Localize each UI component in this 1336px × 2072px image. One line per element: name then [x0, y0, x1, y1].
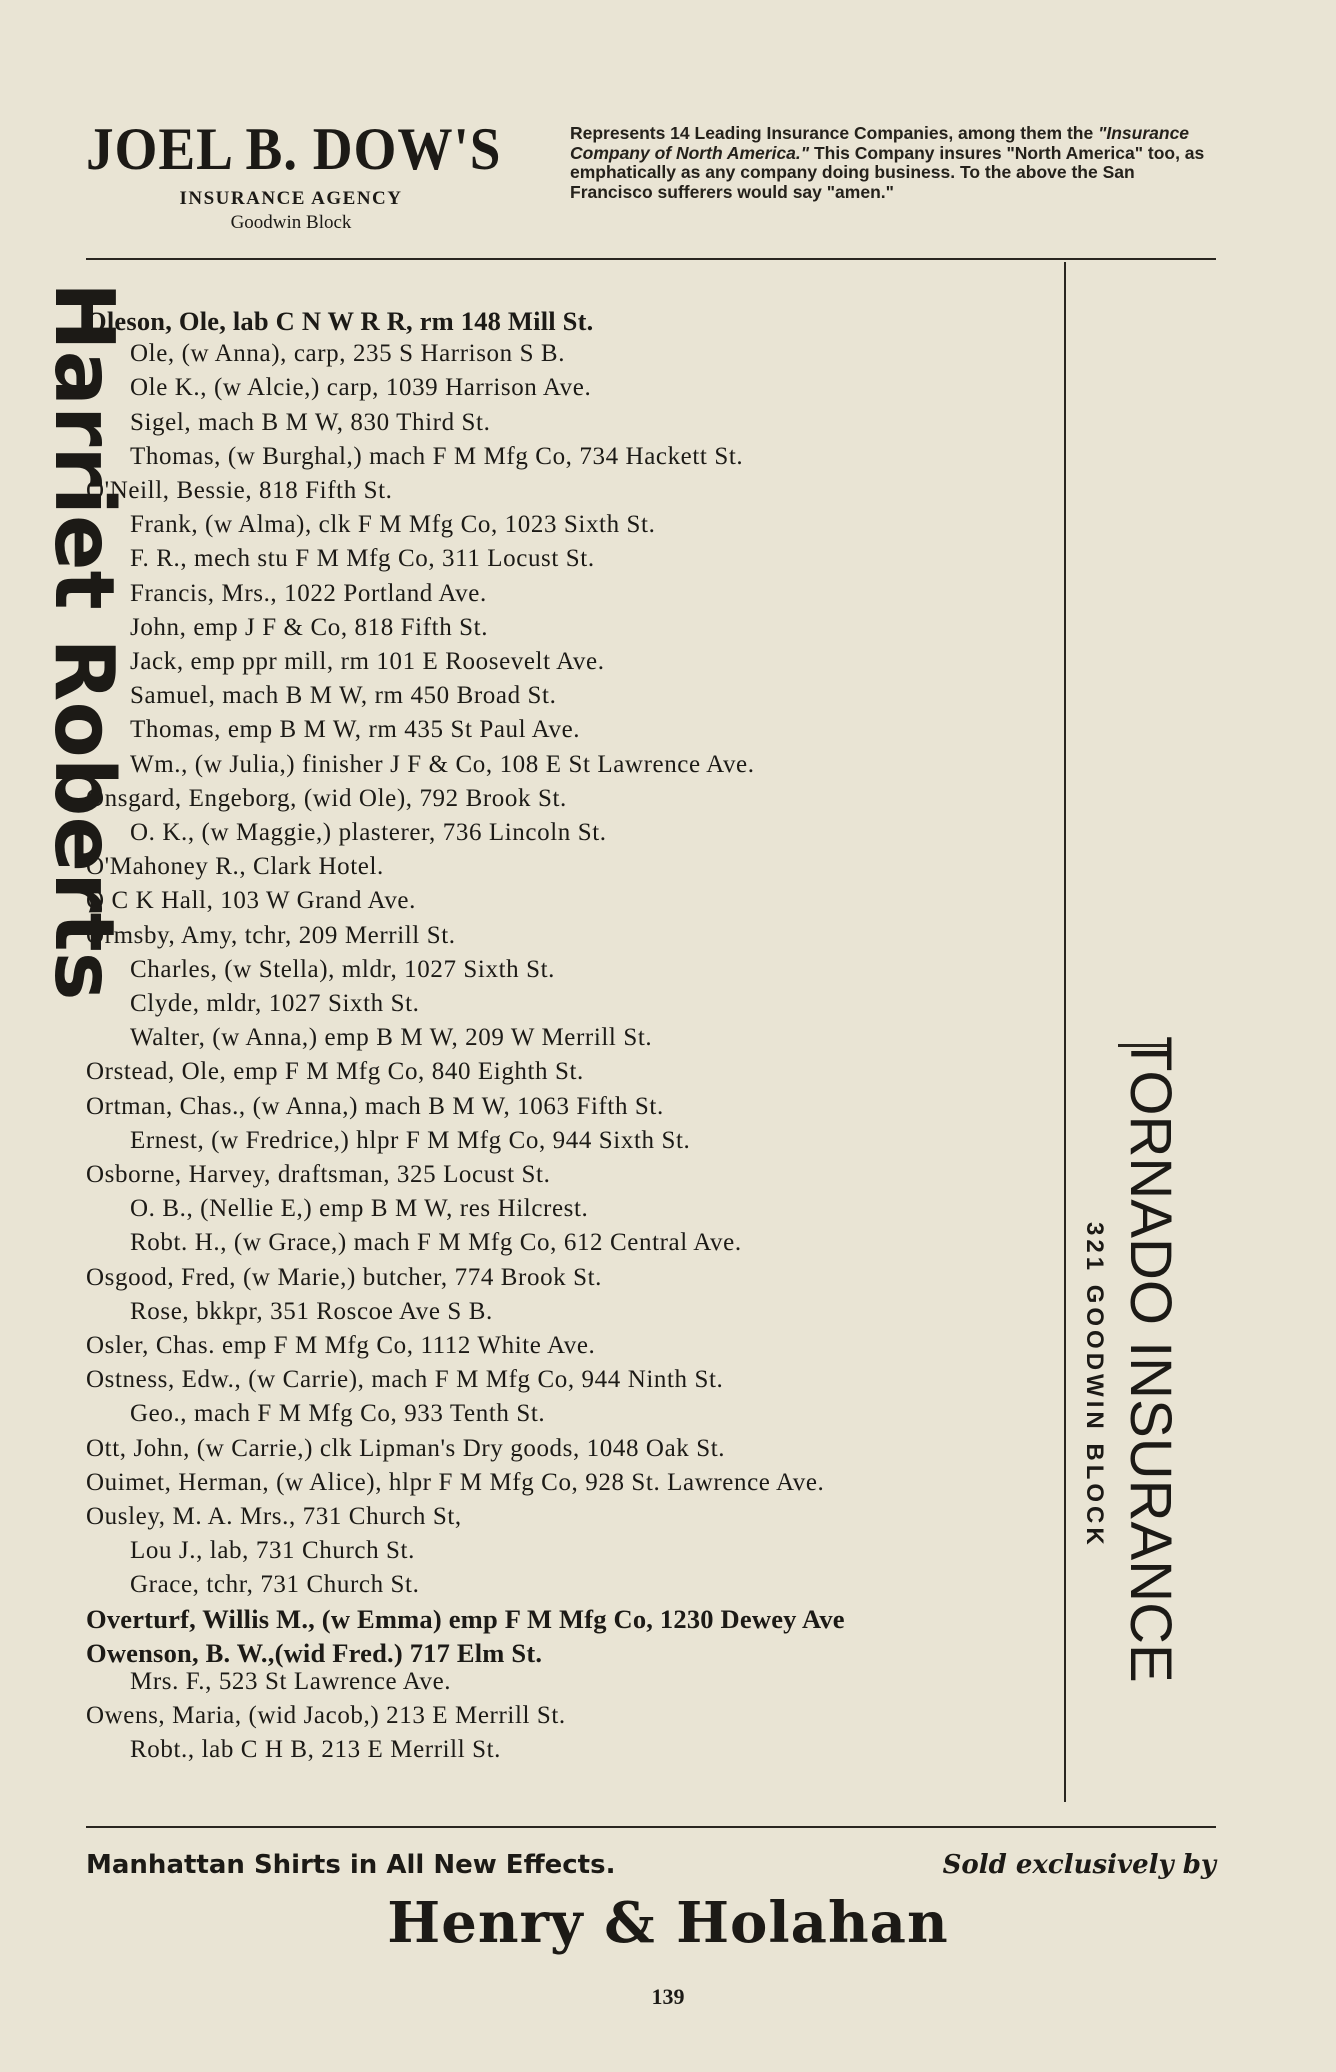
directory-subentry: Grace, tchr, 731 Church St.: [130, 1571, 420, 1599]
directory-subentry: O. B., (Nellie E,) emp B M W, res Hilcrest.: [130, 1195, 589, 1223]
directory-subentry: Clyde, mldr, 1027 Sixth St.: [130, 990, 420, 1017]
footer-sold-by: Sold exclusively by: [942, 1850, 1216, 1880]
directory-subentry: Charles, (w Stella), mldr, 1027 Sixth St.: [130, 955, 555, 983]
directory-subentry: Francis, Mrs., 1022 Portland Ave.: [130, 579, 487, 607]
directory-entry: Oleson, Ole, lab C N W R R, rm 148 Mill St.: [86, 306, 594, 336]
directory-entry: Osgood, Fred, (w Marie,) butcher, 774 Brook St.: [86, 1263, 603, 1291]
directory-entry: Overturf, Willis M., (w Emma) emp F M Mfg Co, 1230 Dewey Ave: [86, 1603, 845, 1634]
directory-subentry: Frank, (w Alma), clk F M Mfg Co, 1023 Sixth St.: [130, 511, 656, 539]
page-number: 139: [651, 1984, 685, 2009]
directory-subentry: Wm., (w Julia,) finisher J F & Co, 108 E St Lawrence Ave.: [130, 750, 755, 778]
directory-entry: Ostness, Edw., (w Carrie), mach F M Mfg Co, 944 Ninth St.: [86, 1366, 724, 1394]
directory-subentry: Walter, (w Anna,) emp B M W, 209 W Merrill St.: [130, 1024, 653, 1052]
agency-description: [570, 124, 1210, 202]
directory-entry: Osborne, Harvey, draftsman, 325 Locust St.: [86, 1161, 551, 1188]
directory-entry: Ousley, M. A. Mrs., 731 Church St,: [86, 1503, 462, 1530]
agency-description-italic: "Insurance Company of North America.": [570, 123, 1190, 163]
directory-subentry: Jack, emp ppr mill, rm 101 E Roosevelt Ave.: [130, 648, 605, 675]
directory-subentry: Ernest, (w Fredrice,) hlpr F M Mfg Co, 944 Sixth St.: [130, 1126, 691, 1154]
footer-slogan: Manhattan Shirts in All New Effects.: [86, 1850, 616, 1880]
directory-subentry: F. R., mech stu F M Mfg Co, 311 Locust St.: [130, 545, 595, 573]
directory-entry: Ormsby, Amy, tchr, 209 Merrill St.: [86, 921, 456, 949]
directory-entry: O'Mahoney R., Clark Hotel.: [86, 853, 384, 881]
directory-subentry: Sigel, mach B M W, 830 Third St.: [130, 408, 491, 436]
directory-subentry: Robt., lab C H B, 213 E Merrill St.: [130, 1736, 501, 1764]
side-divider: [1064, 262, 1066, 1802]
directory-entry: Orstead, Ole, emp F M Mfg Co, 840 Eighth St.: [86, 1058, 584, 1086]
directory-entry: Osler, Chas. emp F M Mfg Co, 1112 White Ave.: [86, 1332, 596, 1359]
side-ad-name: Harriet Roberts: [36, 282, 131, 1001]
agency-type: INSURANCE AGENCY: [179, 188, 403, 209]
agency-description-part-1: Represents 14 Leading Insurance Companies, among them the: [570, 123, 1099, 143]
header-divider: [86, 258, 1216, 260]
directory-subentry: Ole K., (w Alcie,) carp, 1039 Harrison Ave.: [130, 374, 592, 402]
footer-slogan-row: [86, 1850, 1216, 1886]
header-advertisement: [86, 118, 1216, 248]
directory-entry: Onsgard, Engeborg, (wid Ole), 792 Brook St.: [86, 784, 567, 812]
directory-entry: Owenson, B. W.,(wid Fred.) 717 Elm St.: [86, 1637, 543, 1668]
directory-entry: Ott, John, (w Carrie,) clk Lipman's Dry goods, 1048 Oak St.: [86, 1434, 726, 1462]
directory-entry: O'Neill, Bessie, 818 Fifth St.: [86, 477, 393, 504]
agency-description-part-2: This Company insures "North America" too, as emphatically as any company doing business. To the above the San Francisco sufferers would say "amen.": [570, 142, 1205, 202]
directory-subentry: Lou J., lab, 731 Church St.: [130, 1537, 415, 1565]
directory-subentry: Robt. H., (w Grace,) mach F M Mfg Co, 612 Central Ave.: [130, 1229, 742, 1257]
directory-subentry: Ole, (w Anna), carp, 235 S Harrison S B.: [130, 340, 566, 368]
directory-subentry: Geo., mach F M Mfg Co, 933 Tenth St.: [130, 1400, 546, 1428]
side-ad-address: 321 GOODWIN BLOCK: [1081, 1222, 1108, 1549]
directory-subentry: O. K., (w Maggie,) plasterer, 736 Lincoln St.: [130, 819, 607, 846]
directory-subentry: Thomas, (w Burghal,) mach F M Mfg Co, 734 Hackett St.: [130, 442, 744, 470]
side-ad-business: TORNADO INSURANCE: [1118, 1036, 1183, 1683]
dow-agency-block: [86, 116, 502, 234]
footer-store-name: Henry & Holahan: [387, 1890, 949, 1956]
agency-name: JOEL B. DOW'S: [86, 116, 502, 182]
directory-subentry: Thomas, emp B M W, rm 435 St Paul Ave.: [130, 716, 581, 744]
directory-subentry: Mrs. F., 523 St Lawrence Ave.: [130, 1668, 452, 1695]
directory-subentry: John, emp J F & Co, 818 Fifth St.: [130, 613, 489, 641]
directory-subentry: Rose, bkkpr, 351 Roscoe Ave S B.: [130, 1297, 493, 1325]
directory-entry: Owens, Maria, (wid Jacob,) 213 E Merrill St.: [86, 1702, 566, 1730]
directory-entry: Ortman, Chas., (w Anna,) mach B M W, 1063 Fifth St.: [86, 1092, 664, 1120]
directory-entry: Ouimet, Herman, (w Alice), hlpr F M Mfg Co, 928 St. Lawrence Ave.: [86, 1468, 825, 1496]
directory-entry: O C K Hall, 103 W Grand Ave.: [86, 887, 416, 915]
footer-divider: [86, 1826, 1216, 1828]
agency-address: Goodwin Block: [230, 212, 352, 233]
directory-subentry: Samuel, mach B M W, rm 450 Broad St.: [130, 682, 557, 710]
